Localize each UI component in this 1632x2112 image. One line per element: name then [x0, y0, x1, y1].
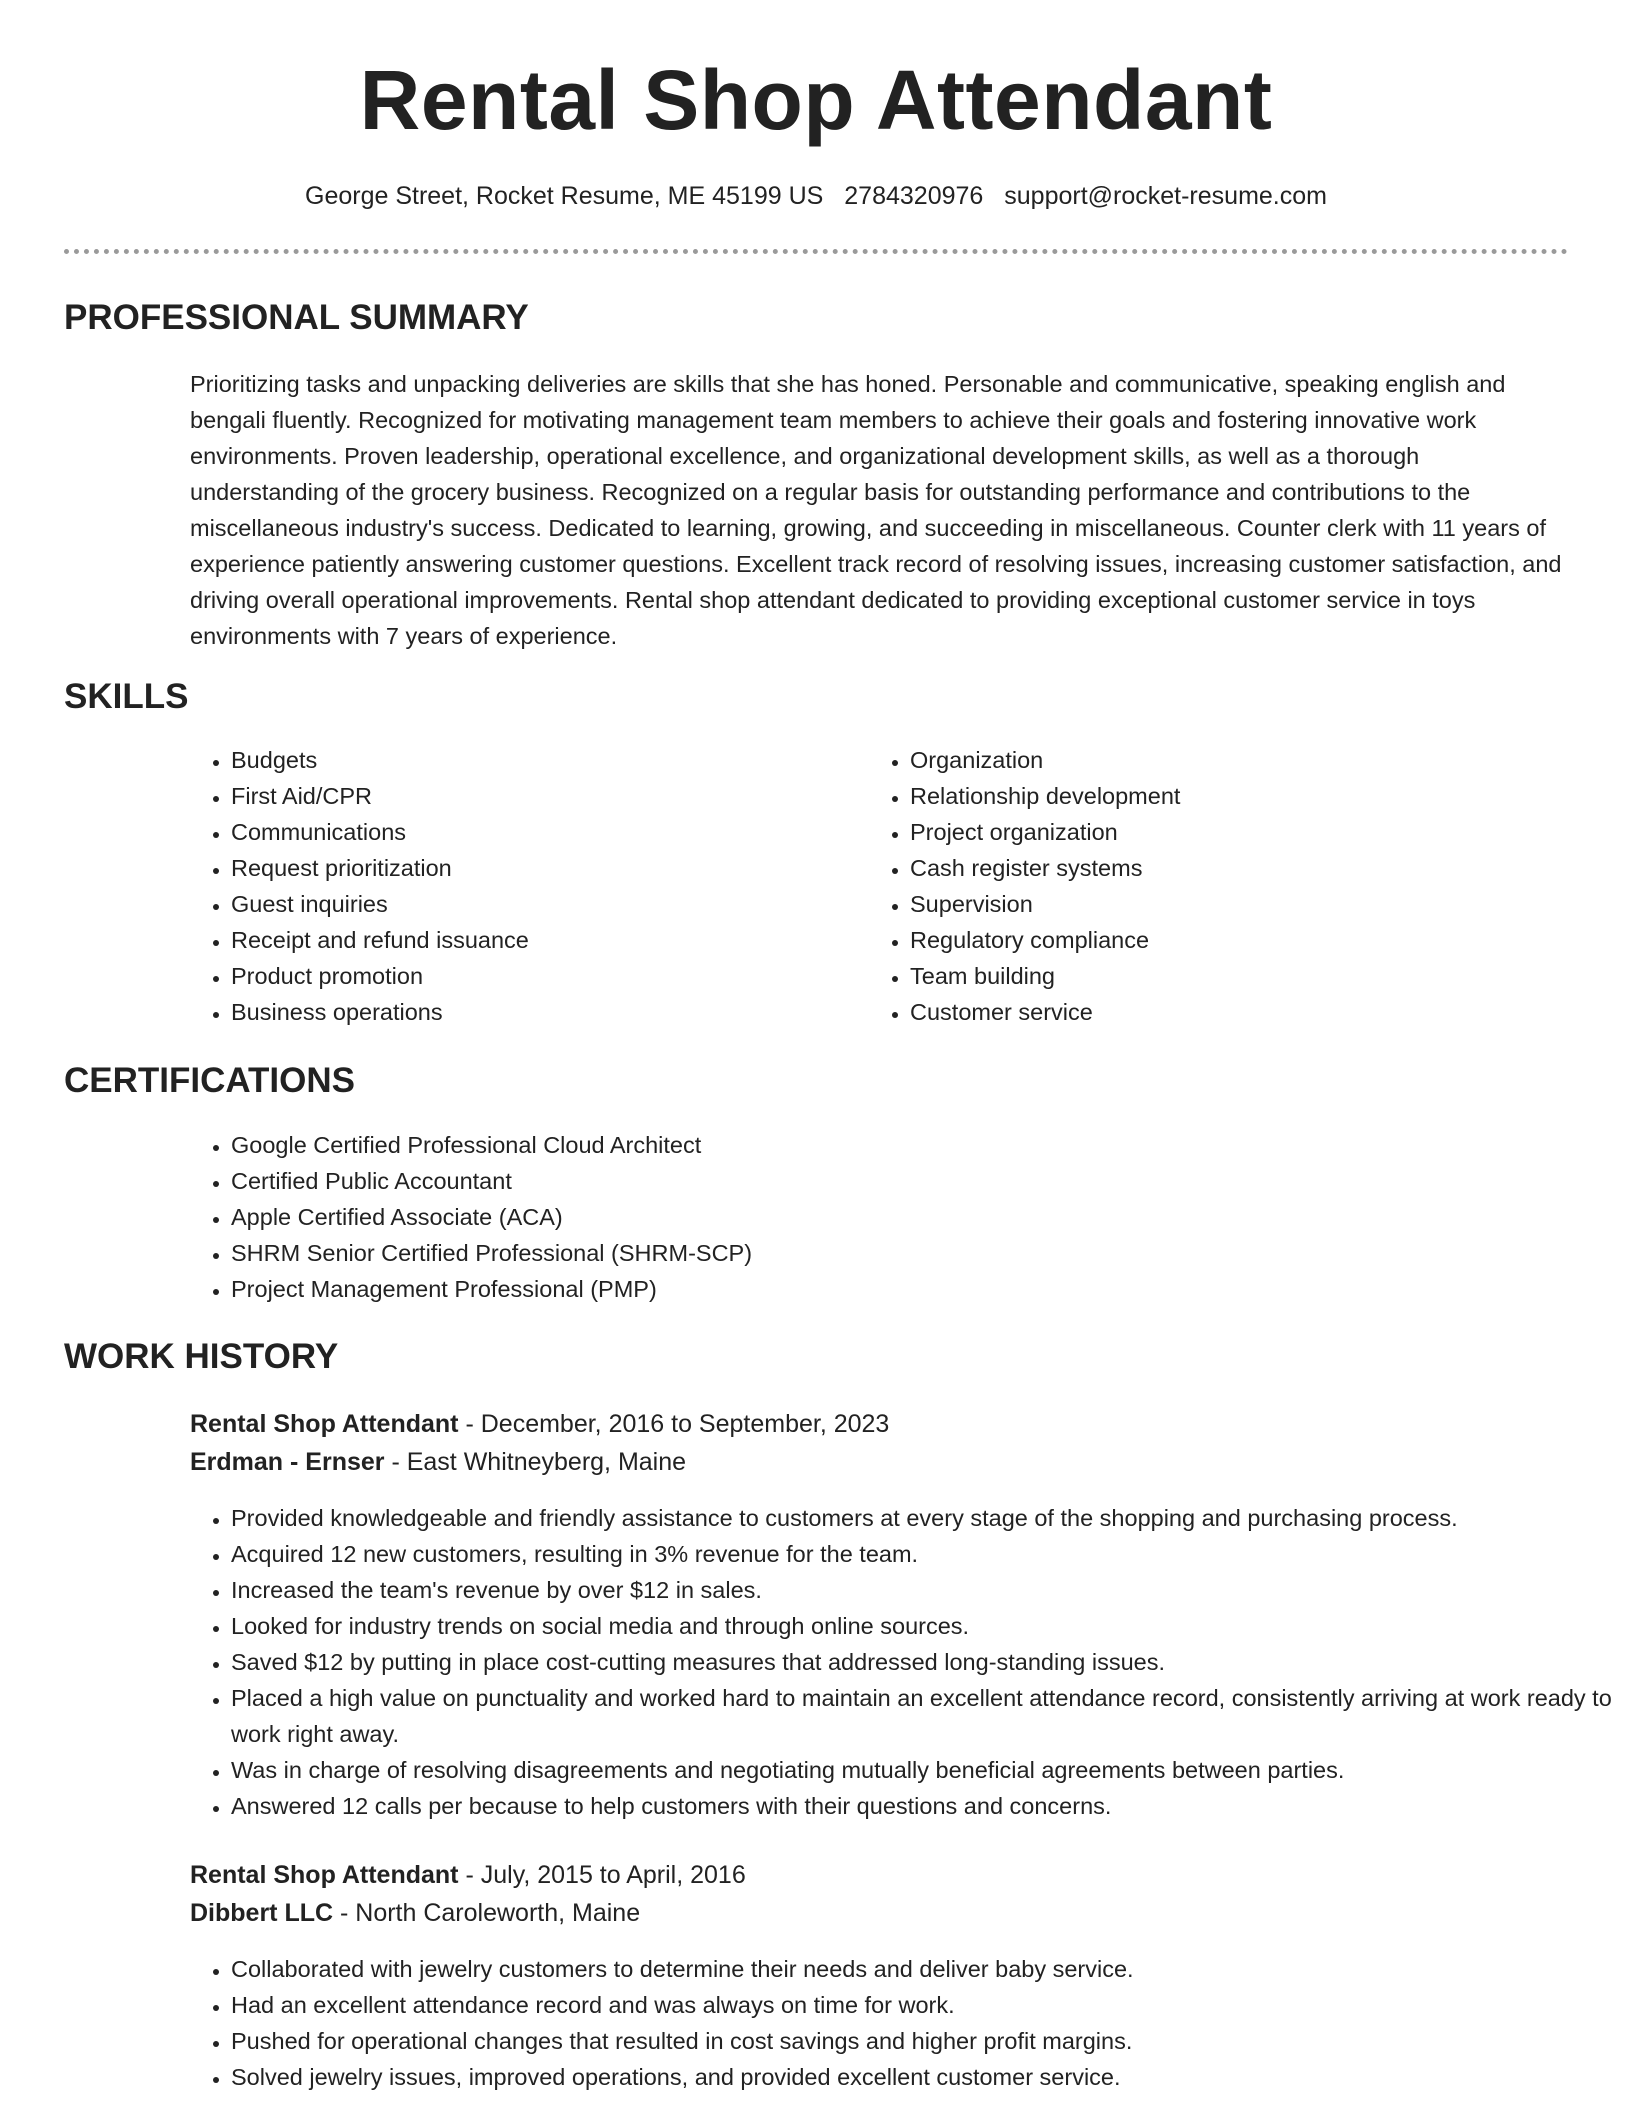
list-item: • Request prioritization: [231, 850, 791, 886]
list-item: • Receipt and refund issuance: [231, 922, 791, 958]
list-item: • Acquired 12 new customers, resulting in 3% revenue for the team.: [231, 1536, 1621, 1572]
skills-list-right: [866, 742, 1510, 1030]
list-item: • First Aid/CPR: [231, 778, 791, 814]
list-item: • Had an excellent attendance record and was always on time for work.: [231, 1987, 1621, 2023]
job-dates: - July, 2015 to April, 2016: [458, 1861, 746, 1889]
skills-section-title: SKILLS: [64, 677, 189, 716]
list-item: • Business operations: [231, 994, 791, 1030]
list-item: • Budgets: [231, 742, 791, 778]
list-item: • Was in charge of resolving disagreements and negotiating mutually beneficial agreements between parties.: [231, 1752, 1621, 1788]
job-location: - North Caroleworth, Maine: [333, 1899, 641, 1927]
list-item: • Product promotion: [231, 958, 791, 994]
list-item: • Placed a high value on punctuality and worked hard to maintain an excellent attendance record, consistently arriving at work ready to work right away.: [231, 1680, 1621, 1752]
contact-email: support@rocket-resume.com: [1004, 182, 1327, 210]
job-title-line: [190, 1856, 746, 1894]
list-item: • Relationship development: [910, 778, 1510, 814]
contact-address: George Street, Rocket Resume, ME 45199 US: [305, 182, 824, 210]
list-item: • Pushed for operational changes that resulted in cost savings and higher profit margins.: [231, 2023, 1621, 2059]
list-item: • Provided knowledgeable and friendly assistance to customers at every stage of the shopping and purchasing process.: [231, 1500, 1621, 1536]
list-item: • Increased the team's revenue by over $12 in sales.: [231, 1572, 1621, 1608]
header-divider: [64, 249, 1568, 254]
job-dates: - December, 2016 to September, 2023: [458, 1410, 890, 1438]
job-location: - East Whitneyberg, Maine: [384, 1448, 687, 1476]
list-item: • Customer service: [910, 994, 1510, 1030]
job-company-line: [190, 1443, 686, 1481]
list-item: • Cash register systems: [910, 850, 1510, 886]
list-item: • Solved jewelry issues, improved operations, and provided excellent customer service.: [231, 2059, 1621, 2095]
list-item: • SHRM Senior Certified Professional (SHRM-SCP): [231, 1235, 1531, 1271]
list-item: • Communications: [231, 814, 791, 850]
list-item: • Project Management Professional (PMP): [231, 1271, 1531, 1307]
work-history-section-title: WORK HISTORY: [64, 1337, 339, 1376]
list-item: • Apple Certified Associate (ACA): [231, 1199, 1531, 1235]
list-item: • Regulatory compliance: [910, 922, 1510, 958]
summary-text: Prioritizing tasks and unpacking deliveries are skills that she has honed. Personable and communicative, speaking english and bengali fluently. Recognized for motivating management team members to achieve their goals and fostering innovative work environments. Proven leadership, operational excellence, and organizational development skills, as well as a thorough understanding of the grocery business. Recognized on a regular basis for outstanding performance and contributions to the miscellaneous industry's success. Dedicated to learning, growing, and succeeding in miscellaneous. Counter clerk with 11 years of experience patiently answering customer questions. Excellent track record of resolving issues, increasing customer satisfaction, and driving overall operational improvements. Rental shop attendant dedicated to providing exceptional customer service in toys environments with 7 years of experience.: [190, 371, 1562, 649]
list-item: • Guest inquiries: [231, 886, 791, 922]
job-bullets: [187, 1951, 1621, 2095]
job-company: Erdman - Ernser: [190, 1448, 385, 1476]
list-item: • Looked for industry trends on social media and through online sources.: [231, 1608, 1621, 1644]
list-item: • Organization: [910, 742, 1510, 778]
job-bullets: [187, 1500, 1621, 1824]
job-company-line: [190, 1894, 640, 1932]
job-role: Rental Shop Attendant: [190, 1410, 459, 1438]
list-item: • Certified Public Accountant: [231, 1163, 1531, 1199]
certifications-section-title: CERTIFICATIONS: [64, 1061, 356, 1100]
contact-phone: 2784320976: [844, 182, 984, 210]
list-item: • Supervision: [910, 886, 1510, 922]
list-item: • Google Certified Professional Cloud Architect: [231, 1127, 1531, 1163]
list-item: • Team building: [910, 958, 1510, 994]
job-company: Dibbert LLC: [190, 1899, 334, 1927]
contact-line: [0, 180, 1632, 213]
job-role: Rental Shop Attendant: [190, 1861, 459, 1889]
summary-section-title: PROFESSIONAL SUMMARY: [64, 298, 529, 337]
list-item: • Answered 12 calls per because to help customers with their questions and concerns.: [231, 1788, 1621, 1824]
skills-list-left: [187, 742, 791, 1030]
job-title-line: [190, 1405, 889, 1443]
list-item: • Project organization: [910, 814, 1510, 850]
certifications-list: [187, 1127, 1531, 1307]
list-item: • Collaborated with jewelry customers to determine their needs and deliver baby service.: [231, 1951, 1621, 1987]
resume-name-heading: Rental Shop Attendant: [359, 53, 1273, 147]
list-item: • Saved $12 by putting in place cost-cutting measures that addressed long-standing issues.: [231, 1644, 1621, 1680]
